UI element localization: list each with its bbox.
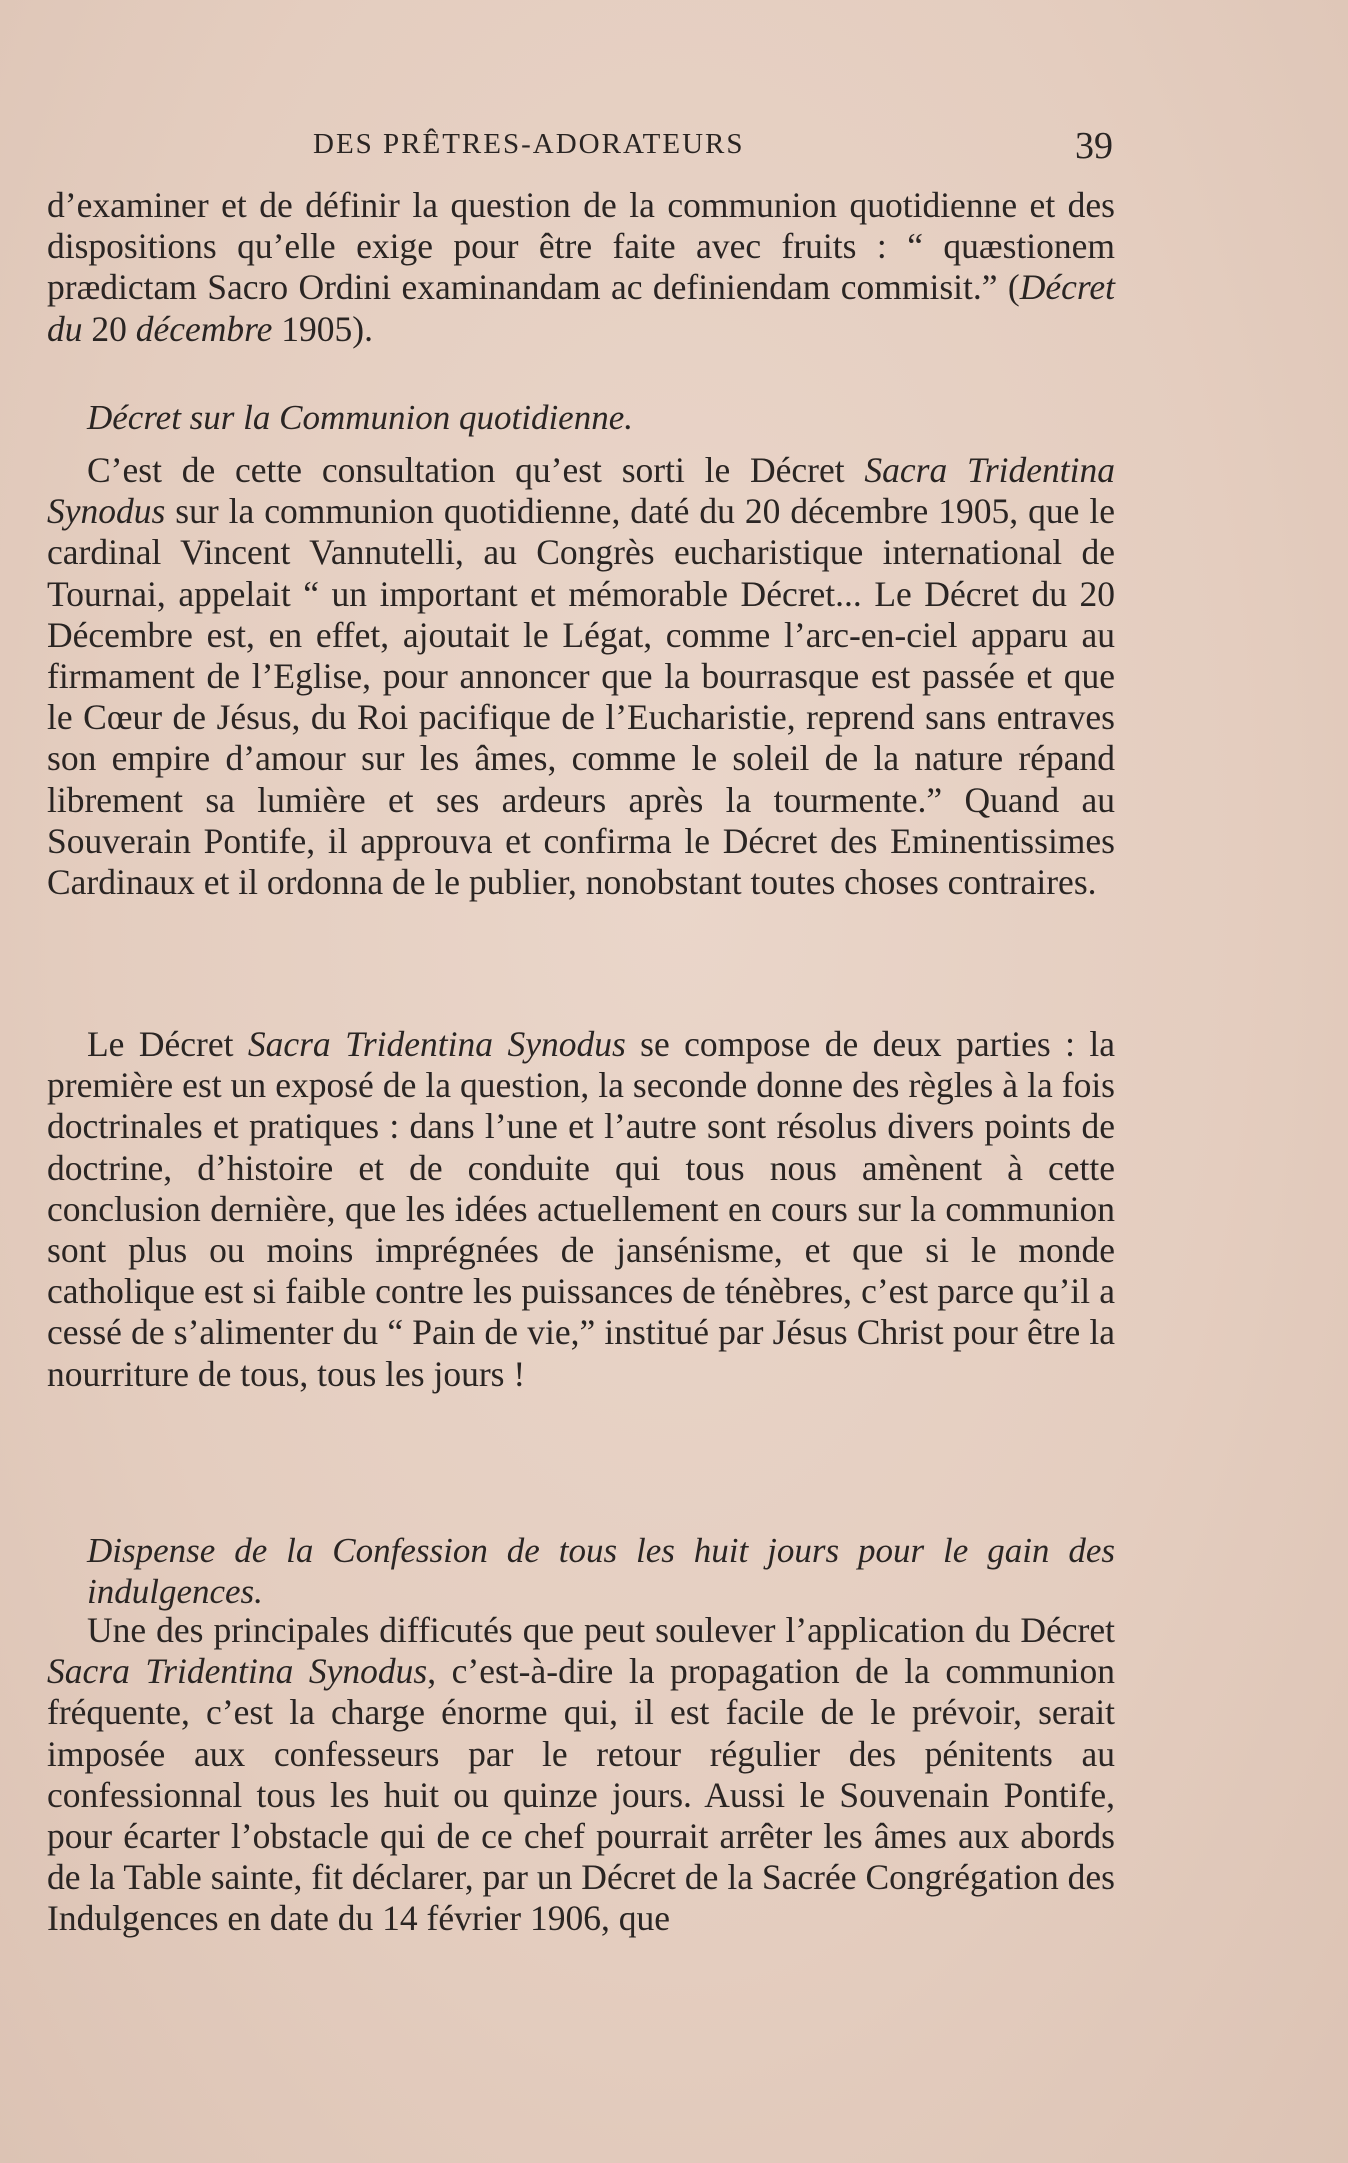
running-title: DES PRÊTRES-ADORATEURS (313, 128, 745, 160)
italic-run: Sacra Tridentina Synodus (47, 450, 1115, 532)
page-number: 39 (1075, 125, 1113, 167)
paragraph-dispense (47, 1610, 1115, 1940)
text-run: se compose de deux parties : la première est un exposé de la question, la seconde donne des règles à la fois doctrinales et pratiques : dans l’une et l’autre sont résolus divers points de doctrine, d’histoire et de conduite qui tous nous amènent à cette conclusion dernière, que les idées actuellement en cours sur la communion sont plus ou moins imprégnées de jansénisme, et que si le monde catholique est si faible contre les puissances de ténèbres, c’est parce qu’il a cessé de s’alimenter du “ Pain de vie,” institué par Jésus Christ pour être la nourriture de tous, tous les jours ! (47, 1024, 1115, 1394)
paragraph-continuation (47, 185, 1115, 350)
section-heading-decret: Décret sur la Communion quotidienne. (87, 398, 634, 437)
text-run: sur la communion quotidienne, daté du 20 décembre 1905, que le cardinal Vincent Vannutelli, au Congrès eucharistique international de Tournai, appelait “ un important et mémorable Décret... Le Décret du 20 Décembre est, en effet, ajoutait le Légat, comme l’arc-en-ciel apparu au firmament de l’Eglise, pour annoncer que la bourrasque est passée et que le Cœur de Jésus, du Roi pacifique de l’Eucharistie, reprend sans entraves son empire d’amour sur les âmes, comme le soleil de la nature répand librement sa lumière et ses ardeurs après la tourmente.” Quand au Souverain Pontife, il approuva et confirma le Décret des Eminentissimes Cardinaux et il ordonna de le publier, nonobstant toutes choses contraires. (47, 491, 1115, 903)
italic-run: Sacra Tridentina Synodus (247, 1024, 626, 1064)
italic-run: Décret du (47, 267, 1115, 349)
text-run: 20 (82, 308, 136, 349)
italic-run: Sacra Tridentina Synodus (47, 1651, 428, 1692)
running-head (313, 125, 1113, 168)
paragraph-decret (47, 450, 1115, 903)
text-run: Le Décret (87, 1024, 248, 1064)
text-run: d’examiner et de définir la question de la communion quotidienne et des dispositions qu’elle exige pour être faite avec fruits : “ quæstionem prædictam Sacro Ordini examinandam ac definiendam commisit.” ( (47, 185, 1115, 308)
section-heading-dispense: Dispense de la Confession de tous les huit jours pour le gain des indulgences. (87, 1531, 1115, 1611)
text-run: 1905). (272, 308, 373, 349)
paragraph-composition (47, 1024, 1115, 1395)
italic-run: décembre (135, 308, 273, 349)
text-run: , c’est-à-dire la propagation de la communion fréquente, c’est la charge énorme qui, il est facile de le prévoir, serait imposée aux confesseurs par le retour régulier des pénitents au confessionnal tous les huit ou quinze jours. Aussi le Souvenain Pontife, pour écarter l’obstacle qui de ce chef pourrait arrêter les âmes aux abords de la Table sainte, fit déclarer, par un Décret de la Sacrée Congrégation des Indulgences en date du 14 février 1906, que (47, 1651, 1115, 1939)
text-run: Une des principales difficutés que peut soulever l’application du Décret (87, 1610, 1115, 1650)
text-run: C’est de cette consultation qu’est sorti le Décret (87, 450, 865, 490)
